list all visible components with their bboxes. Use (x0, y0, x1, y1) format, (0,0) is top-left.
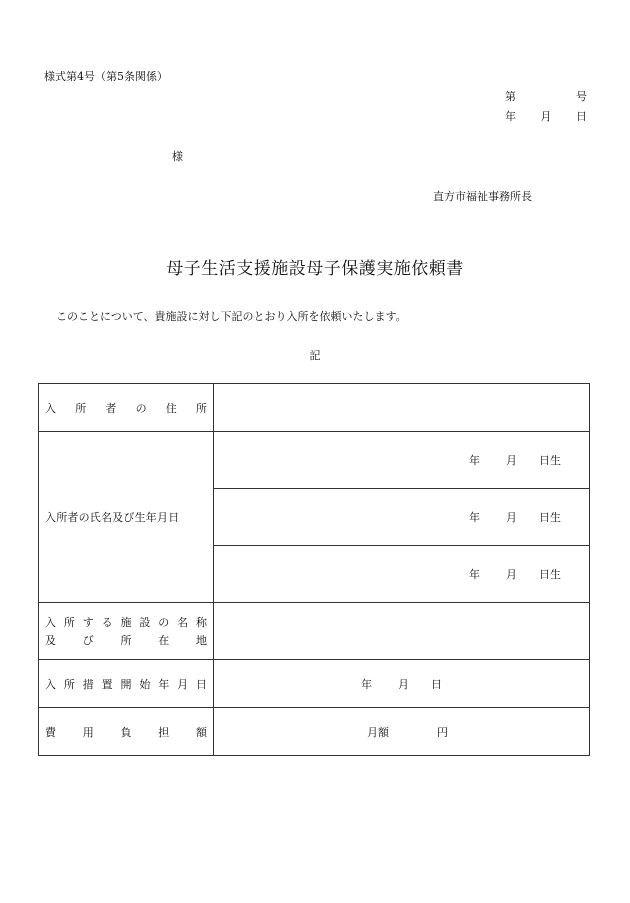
start-month: 月 (398, 677, 409, 691)
recipient-honorific: 様 (172, 150, 183, 163)
dob-year: 年 (469, 568, 480, 581)
table-row (39, 384, 590, 432)
label-char: 月 (177, 677, 189, 691)
label-char: 施 (120, 616, 132, 629)
date-year: 年 (505, 110, 516, 123)
label-char: 所 (63, 616, 75, 629)
label-char: 地 (196, 634, 207, 647)
label-char: る (101, 616, 113, 629)
request-form-table (38, 383, 590, 756)
sender-name: 直方市福祉事務所長 (433, 190, 532, 203)
label-char: 者 (105, 401, 117, 415)
name-dob-label: 入所者の氏名及び生年月日 (45, 511, 180, 524)
dob-line (214, 509, 589, 525)
label-char: 負 (120, 725, 132, 739)
dob-month: 月 (506, 568, 517, 581)
dob-year: 年 (469, 511, 480, 524)
ki-heading: 記 (309, 349, 321, 362)
label-char: の (135, 401, 147, 415)
table-row (39, 660, 590, 708)
label-char: 費 (45, 725, 56, 739)
label-char: 所 (75, 401, 87, 415)
label-char: 措 (82, 677, 94, 691)
cost-yen: 円 (437, 725, 448, 739)
label-char: 住 (165, 401, 177, 415)
dob-birth: 日生 (539, 511, 561, 524)
label-char: 所 (63, 677, 75, 691)
name-dob-value-cell-1[interactable] (214, 432, 590, 489)
facility-value-cell[interactable] (214, 603, 590, 660)
start-date-label-cell (39, 660, 214, 708)
label-char: す (82, 616, 94, 629)
doc-no-prefix: 第 (505, 90, 516, 103)
dob-month: 月 (506, 511, 517, 524)
facility-label-cell (39, 603, 214, 660)
label-char: 称 (196, 616, 207, 629)
dob-month: 月 (506, 454, 517, 467)
label-char: 所 (195, 401, 207, 415)
cost-label-cell (39, 708, 214, 756)
label-char: 用 (82, 725, 94, 739)
address-value-cell[interactable] (214, 384, 590, 432)
label-char: 年 (158, 677, 170, 691)
date-month: 月 (540, 110, 552, 123)
start-date-label (45, 676, 207, 692)
label-char: び (82, 634, 94, 647)
dob-line (214, 566, 589, 582)
start-date-line (214, 676, 589, 692)
label-char: 置 (101, 677, 113, 691)
facility-label-line2 (45, 632, 207, 648)
start-date-value-cell[interactable] (214, 660, 590, 708)
label-char: 入 (45, 677, 56, 691)
label-char: 入 (45, 401, 56, 415)
name-dob-value-cell-3[interactable] (214, 546, 590, 603)
label-char: の (158, 616, 170, 629)
address-label (45, 400, 207, 416)
start-year: 年 (361, 677, 372, 691)
dob-line (214, 452, 589, 468)
start-day: 日 (431, 677, 442, 691)
date-day: 日 (576, 110, 587, 123)
dob-birth: 日生 (539, 454, 561, 467)
label-char: 在 (158, 634, 170, 647)
table-row (39, 432, 590, 489)
label-char: 額 (196, 725, 207, 739)
label-char: 及 (45, 634, 56, 647)
table-row (39, 708, 590, 756)
label-char: 入 (45, 616, 56, 629)
label-char: 所 (120, 634, 132, 647)
label-char: 開 (120, 677, 132, 691)
label-char: 担 (158, 725, 170, 739)
facility-label-line1 (45, 614, 207, 630)
document-number (505, 88, 587, 104)
label-char: 日 (196, 677, 207, 691)
label-char: 始 (139, 677, 151, 691)
dob-year: 年 (469, 454, 480, 467)
dob-birth: 日生 (539, 568, 561, 581)
label-char: 名 (177, 616, 189, 629)
form-number: 様式第4号（第5条関係） (44, 70, 168, 83)
address-label-cell (39, 384, 214, 432)
intro-text: このことについて、貴施設に対し下記のとおり入所を依頼いたします。 (56, 310, 407, 323)
table-row (39, 603, 590, 660)
name-dob-label-cell (39, 432, 214, 603)
label-char: 設 (139, 616, 151, 629)
cost-line (214, 724, 589, 740)
document-date (505, 108, 587, 124)
doc-no-suffix: 号 (576, 90, 587, 103)
cost-label (45, 724, 207, 740)
document-title: 母子生活支援施設母子保護実施依頼書 (166, 259, 464, 279)
cost-value-cell[interactable] (214, 708, 590, 756)
name-dob-value-cell-2[interactable] (214, 489, 590, 546)
cost-monthly: 月額 (367, 725, 389, 739)
